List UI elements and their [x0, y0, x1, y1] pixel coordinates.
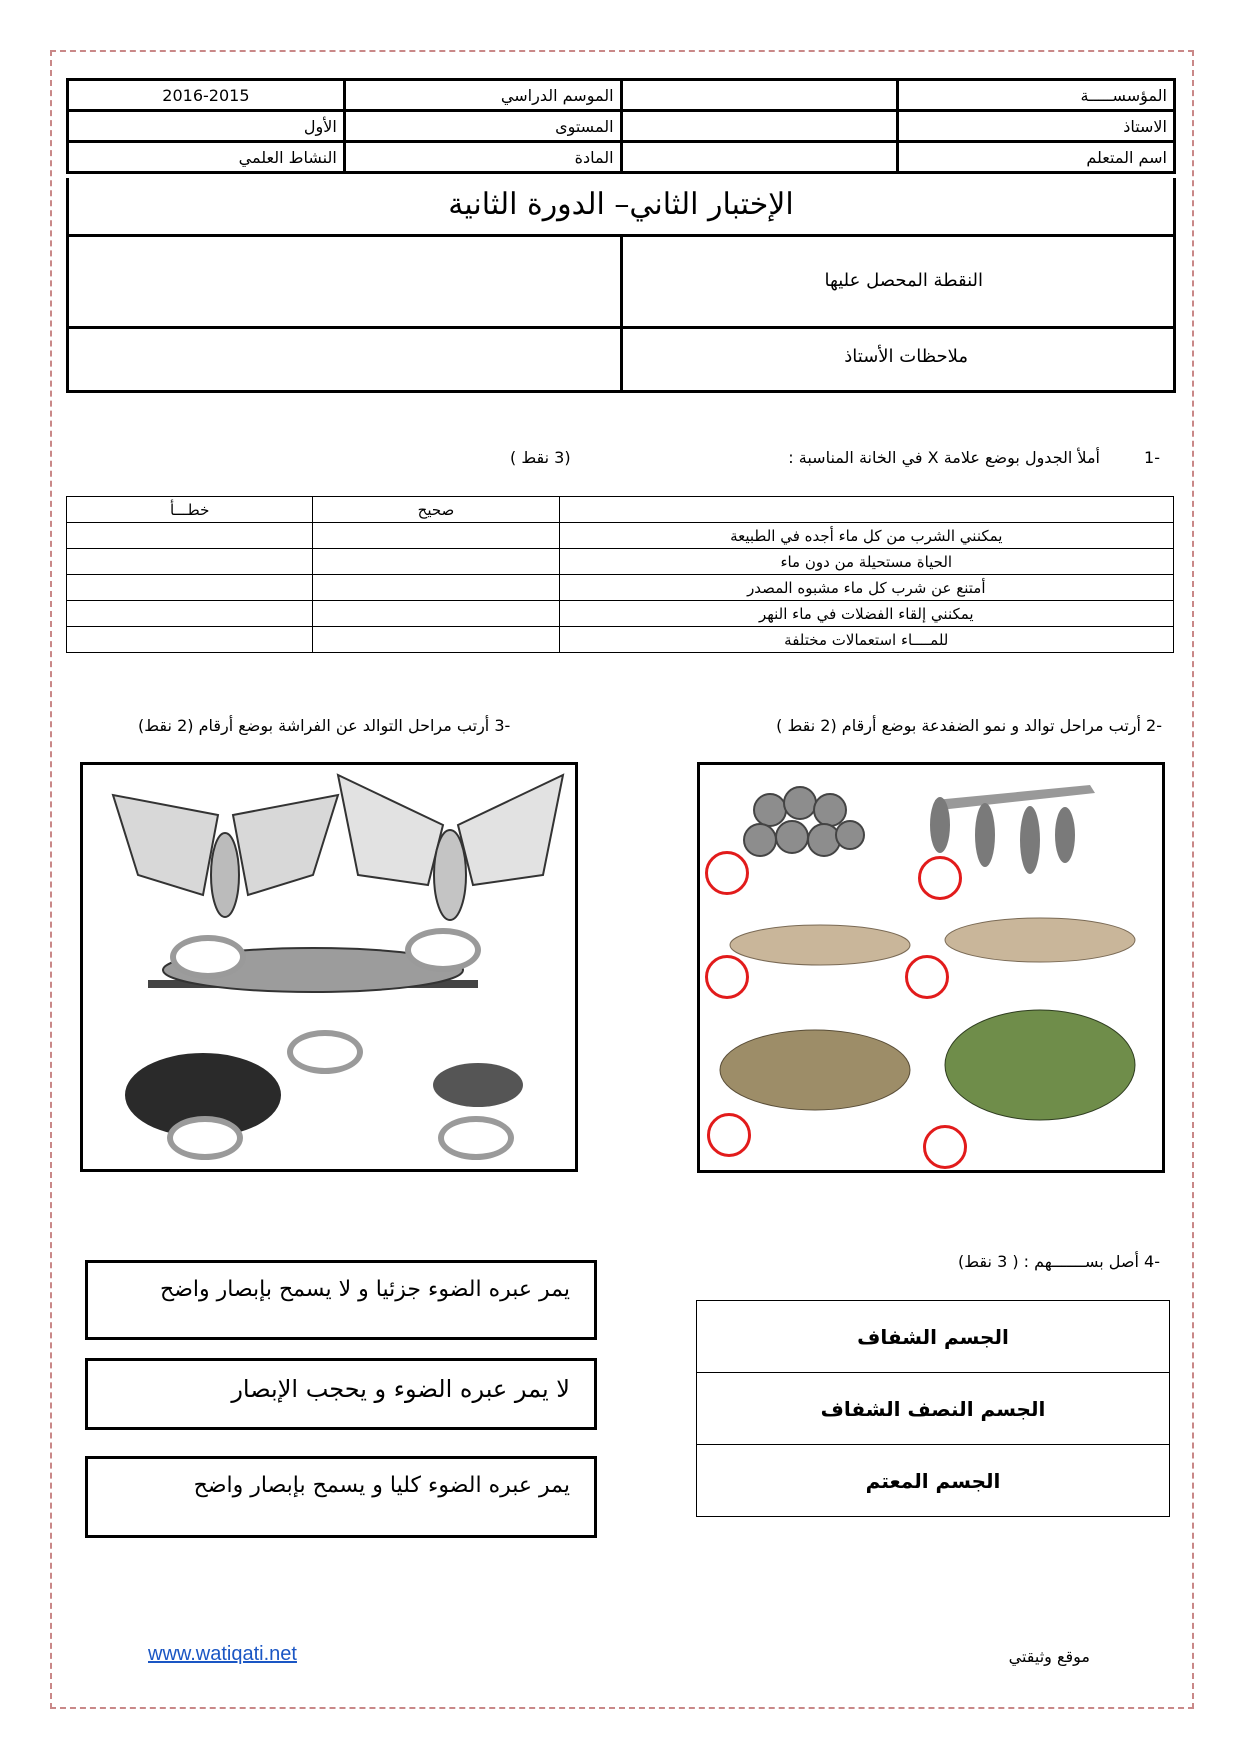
institution-label: المؤسســـــة — [898, 80, 1175, 111]
header-row — [68, 142, 1175, 173]
true-cell[interactable] — [313, 575, 559, 601]
frog-answer-1[interactable] — [705, 851, 749, 895]
header-row — [68, 80, 1175, 111]
footer-site-name: موقع وثيقتي — [1008, 1647, 1090, 1666]
table-row — [697, 1445, 1170, 1517]
grade-box — [66, 234, 1176, 393]
pupa-icon — [433, 1063, 523, 1107]
frog-answer-6[interactable] — [923, 1125, 967, 1169]
butterfly-answer-4[interactable] — [167, 1116, 243, 1160]
teacher-label: الاستاذ — [898, 111, 1175, 142]
frog-eggs-icon — [744, 787, 864, 856]
table-row — [67, 601, 1174, 627]
table-header-false: خطـــأ — [67, 497, 313, 523]
footer-link[interactable]: www.watiqati.net — [148, 1643, 297, 1665]
moth-icon — [338, 775, 563, 920]
header-table — [66, 78, 1176, 174]
q1-points: (3 نقط ) — [510, 448, 571, 467]
student-label: اسم المتعلم — [898, 142, 1175, 173]
description-box[interactable]: يمر عبره الضوء كليا و يسمح بإبصار واضح — [85, 1456, 597, 1538]
true-cell[interactable] — [313, 549, 559, 575]
grade-field[interactable] — [69, 234, 620, 326]
table-row — [67, 523, 1174, 549]
statement-cell: يمكنني إلقاء الفضلات في ماء النهر — [559, 601, 1173, 627]
tadpole-legs-icon — [945, 918, 1135, 962]
hatchling-icon — [930, 785, 1095, 874]
table-header-true: صحيح — [313, 497, 559, 523]
subject-value: النشاط العلمي — [68, 142, 345, 173]
butterfly-answer-3[interactable] — [287, 1030, 363, 1074]
subject-label: المادة — [344, 142, 621, 173]
false-cell[interactable] — [67, 601, 313, 627]
butterfly-drawing — [83, 765, 575, 1169]
butterfly-answer-2[interactable] — [405, 928, 481, 972]
true-cell[interactable] — [313, 627, 559, 653]
statement-cell: الحياة مستحيلة من دون ماء — [559, 549, 1173, 575]
tadpole-icon — [730, 925, 910, 965]
false-cell[interactable] — [67, 627, 313, 653]
q1-instruction: أملأ الجدول بوضع علامة X في الخانة المناسبة : — [788, 448, 1100, 467]
false-cell[interactable] — [67, 575, 313, 601]
table-row — [67, 627, 1174, 653]
q3-text: -3 أرتب مراحل التوالد عن الفراشة بوضع أرقام (2 نقط) — [138, 716, 511, 735]
statement-cell: أمتنع عن شرب كل ماء مشبوه المصدر — [559, 575, 1173, 601]
divider — [620, 234, 623, 390]
table-header-statement — [559, 497, 1173, 523]
table-row — [67, 575, 1174, 601]
true-cell[interactable] — [313, 601, 559, 627]
q1-table — [66, 496, 1174, 653]
exam-title: الإختبار الثاني– الدورة الثانية — [66, 178, 1176, 237]
level-value: الأول — [68, 111, 345, 142]
froglet-icon — [720, 1030, 910, 1110]
table-row — [67, 549, 1174, 575]
body-type[interactable]: الجسم النصف الشفاف — [697, 1373, 1170, 1445]
frog-answer-5[interactable] — [707, 1113, 751, 1157]
table-row — [697, 1301, 1170, 1373]
q2-text: -2 أرتب مراحل توالد و نمو الضفدعة بوضع أرقام (2 نقط ) — [776, 716, 1162, 735]
teacher-value[interactable] — [621, 111, 898, 142]
table-row — [697, 1373, 1170, 1445]
table-row — [67, 497, 1174, 523]
frog-answer-3[interactable] — [705, 955, 749, 999]
frog-answer-4[interactable] — [905, 955, 949, 999]
header-row — [68, 111, 1175, 142]
false-cell[interactable] — [67, 549, 313, 575]
level-label: المستوى — [344, 111, 621, 142]
butterfly-answer-5[interactable] — [438, 1116, 514, 1160]
moth-icon — [113, 795, 338, 917]
true-cell[interactable] — [313, 523, 559, 549]
butterfly-stages-image — [80, 762, 578, 1172]
notes-field[interactable] — [69, 329, 620, 390]
q1-number: -1 — [1144, 448, 1160, 467]
body-type[interactable]: الجسم الشفاف — [697, 1301, 1170, 1373]
institution-value[interactable] — [621, 80, 898, 111]
description-box[interactable]: يمر عبره الضوء جزئيا و لا يسمح بإبصار واضح — [85, 1260, 597, 1340]
notes-label: ملاحظات الأستاذ — [844, 346, 968, 367]
bodies-table — [696, 1300, 1170, 1517]
student-value[interactable] — [621, 142, 898, 173]
description-box[interactable]: لا يمر عبره الضوء و يحجب الإبصار — [85, 1358, 597, 1430]
butterfly-answer-1[interactable] — [170, 935, 246, 979]
statement-cell: للمــــاء استعمالات مختلفة — [559, 627, 1173, 653]
season-label: الموسم الدراسي — [344, 80, 621, 111]
frog-icon — [945, 1010, 1135, 1120]
season-value: 2016-2015 — [68, 80, 345, 111]
grade-label: النقطة المحصل عليها — [824, 270, 983, 291]
q4-text: -4 أصل بســـــــهم : ( 3 نقط) — [958, 1252, 1160, 1271]
statement-cell: يمكنني الشرب من كل ماء أجده في الطبيعة — [559, 523, 1173, 549]
false-cell[interactable] — [67, 523, 313, 549]
frog-answer-2[interactable] — [918, 856, 962, 900]
body-type[interactable]: الجسم المعتم — [697, 1445, 1170, 1517]
